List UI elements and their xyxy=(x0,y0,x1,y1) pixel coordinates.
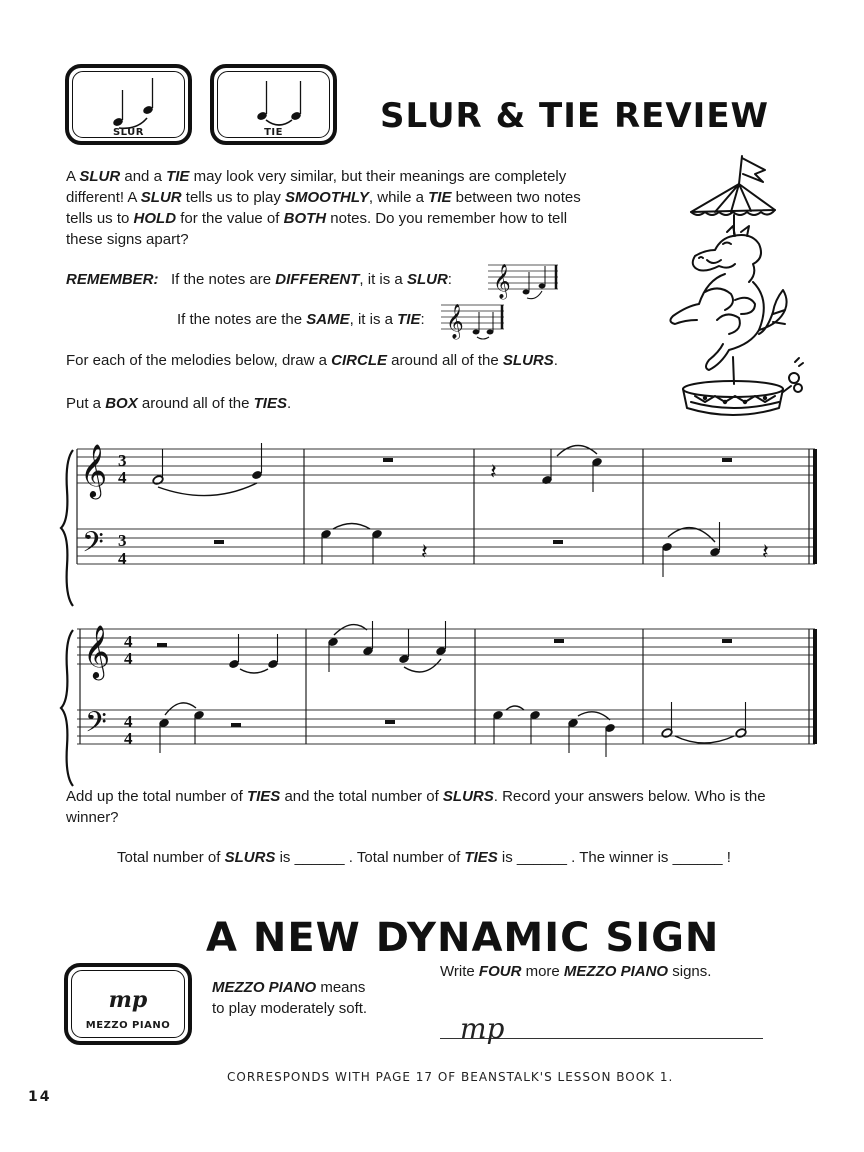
music-system-2 xyxy=(0,610,864,770)
emphasized-term: SLUR xyxy=(140,189,182,206)
svg-text:4: 4 xyxy=(124,649,133,668)
svg-text:𝄞: 𝄞 xyxy=(80,443,108,497)
mp-symbol: mp xyxy=(108,987,148,1013)
footer-note: CORRESPONDS WITH PAGE 17 OF BEANSTALK'S LESSON BOOK 1. xyxy=(227,1070,674,1084)
write-mp-task: Write FOUR more MEZZO PIANO signs. xyxy=(440,963,712,980)
instruction-box: Put a BOX around all of the TIES. xyxy=(66,395,292,412)
count-question: Add up the total number of TIES and the total number of SLURS. Record your answers below. Who is the winner? xyxy=(66,788,766,826)
emphasized-term: TIE xyxy=(428,189,452,206)
svg-text:𝄞: 𝄞 xyxy=(493,264,511,299)
intro-text: may look very similar, but their meanings are completely different! A xyxy=(66,168,567,206)
intro-text: , while a xyxy=(368,189,429,206)
emphasized-term: SMOOTHLY xyxy=(285,189,369,206)
tie-card xyxy=(210,64,337,145)
emphasized-term: HOLD xyxy=(133,210,177,227)
svg-text:4: 4 xyxy=(118,468,127,487)
remember-line-2: If the notes are the SAME, it is a TIE: xyxy=(177,311,425,328)
slur-card xyxy=(65,64,192,145)
answer-line: Total number of SLURS is ______ . Total number of TIES is ______ . The winner is ______ ! xyxy=(117,849,731,866)
mp-example: mp xyxy=(460,1012,505,1045)
svg-text:𝄽: 𝄽 xyxy=(762,540,769,565)
svg-text:4: 4 xyxy=(118,549,127,568)
mezzo-piano-card xyxy=(64,963,192,1045)
slur-example-staff xyxy=(483,258,563,303)
svg-text:𝄞: 𝄞 xyxy=(446,304,464,339)
intro-text: between two notes tells us to xyxy=(66,189,581,227)
intro-text: and a xyxy=(120,168,167,185)
svg-text:𝄽: 𝄽 xyxy=(490,460,497,485)
svg-text:4: 4 xyxy=(124,729,133,748)
intro-text: for the value of xyxy=(176,210,284,227)
emphasized-term: TIE xyxy=(166,168,190,185)
intro-text: notes. Do you remember how to tell these signs apart? xyxy=(66,210,568,248)
dynamic-sign-title: A NEW DYNAMIC SIGN xyxy=(206,915,720,961)
mezzo-piano-definition: MEZZO PIANO means to play moderately soft. xyxy=(212,979,368,1017)
carousel-horse-illustration xyxy=(655,152,805,422)
svg-text:3: 3 xyxy=(118,531,127,550)
svg-text:3: 3 xyxy=(118,451,127,470)
intro-text: tells us to play xyxy=(181,189,286,206)
instruction-circle: For each of the melodies below, draw a CIRCLE around all of the SLURS. xyxy=(66,352,558,369)
tie-card-label: TIE xyxy=(264,127,283,138)
remember-line-1: REMEMBER: If the notes are DIFFERENT, it is a SLUR: xyxy=(66,271,452,288)
remember-label: REMEMBER: xyxy=(66,271,159,288)
slur-card-label: SLUR xyxy=(112,127,145,138)
intro-text: A xyxy=(66,168,80,185)
mezzo-piano-card-label: MEZZO PIANO xyxy=(85,1020,171,1031)
svg-text:𝄽: 𝄽 xyxy=(421,540,428,565)
tie-example-staff xyxy=(436,298,506,343)
svg-text:𝄢: 𝄢 xyxy=(85,706,107,746)
emphasized-term: SLUR xyxy=(79,168,121,185)
intro-paragraph xyxy=(66,166,606,250)
page-title: SLUR & TIE REVIEW xyxy=(380,96,770,136)
svg-text:4: 4 xyxy=(124,712,133,731)
page-number: 14 xyxy=(28,1089,52,1105)
svg-text:𝄢: 𝄢 xyxy=(82,526,104,566)
svg-text:4: 4 xyxy=(124,632,133,651)
music-system-1 xyxy=(0,430,864,580)
emphasized-term: BOTH xyxy=(283,210,327,227)
svg-text:𝄞: 𝄞 xyxy=(83,624,111,678)
